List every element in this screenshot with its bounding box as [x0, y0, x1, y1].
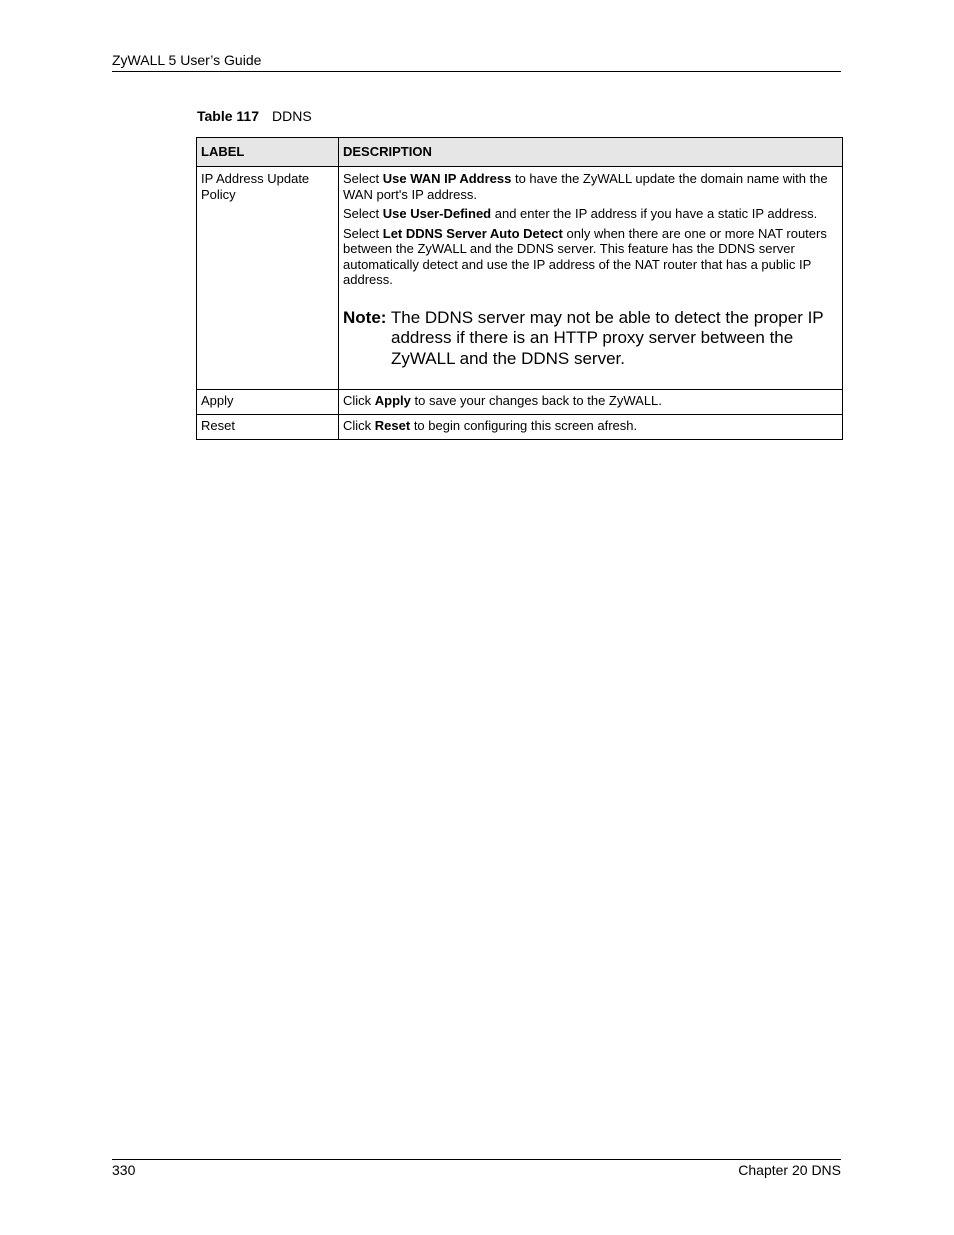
table-row [197, 415, 843, 440]
paragraph-bold-term: Use User-Defined [382, 206, 492, 221]
page-number: 330 [112, 1162, 136, 1178]
description-paragraph [343, 171, 838, 202]
header-divider [112, 71, 841, 72]
note-label: Note: [343, 307, 387, 327]
row-description [339, 415, 843, 440]
paragraph-text: only when there are one or more NAT routers between the ZyWALL and the DDNS server. This feature has the DDNS server automatically detect and use the IP address of the NAT router that has a public IP address. [343, 225, 827, 287]
paragraph-text: Select [343, 171, 383, 186]
row-label: IP Address Update Policy [197, 167, 339, 390]
table-row [197, 167, 843, 390]
chapter-title: Chapter 20 DNS [738, 1162, 841, 1178]
row-description [339, 390, 843, 415]
footer-divider [112, 1159, 841, 1160]
table-caption [197, 108, 312, 125]
row-description [339, 167, 843, 390]
description-paragraph [343, 206, 838, 222]
table-header-row [197, 138, 843, 167]
column-header-label: LABEL [197, 138, 339, 167]
paragraph-bold-term: Let DDNS Server Auto Detect [382, 225, 563, 241]
table-caption-label: Table 117 [197, 108, 260, 124]
row-label: Apply [197, 390, 339, 415]
paragraph-text: to have the ZyWALL update the domain name with the WAN port's IP address. [343, 171, 828, 202]
table-row [197, 390, 843, 415]
paragraph-text: Click [343, 418, 375, 433]
description-paragraph [343, 226, 838, 288]
running-header-title: ZyWALL 5 User’s Guide [112, 52, 262, 68]
paragraph-text: and enter the IP address if you have a static IP address. [491, 206, 818, 221]
paragraph-text: to begin configuring this screen afresh. [410, 418, 638, 433]
paragraph-bold-term: Reset [374, 418, 411, 433]
row-label: Reset [197, 415, 339, 440]
paragraph-text: Select [343, 206, 383, 221]
paragraph-bold-term: Apply [374, 393, 411, 408]
note-block [343, 308, 838, 370]
paragraph-bold-term: Use WAN IP Address [382, 171, 512, 186]
ddns-table [196, 137, 843, 440]
paragraph-text: Click [343, 393, 375, 408]
table-caption-title: DDNS [272, 108, 312, 124]
paragraph-text: to save your changes back to the ZyWALL. [410, 393, 662, 408]
paragraph-text: Select [343, 225, 383, 241]
note-text: The DDNS server may not be able to detect the proper IP address if there is an HTTP proxy server between the ZyWALL and the DDNS server. [390, 307, 824, 368]
column-header-description: DESCRIPTION [339, 138, 843, 167]
